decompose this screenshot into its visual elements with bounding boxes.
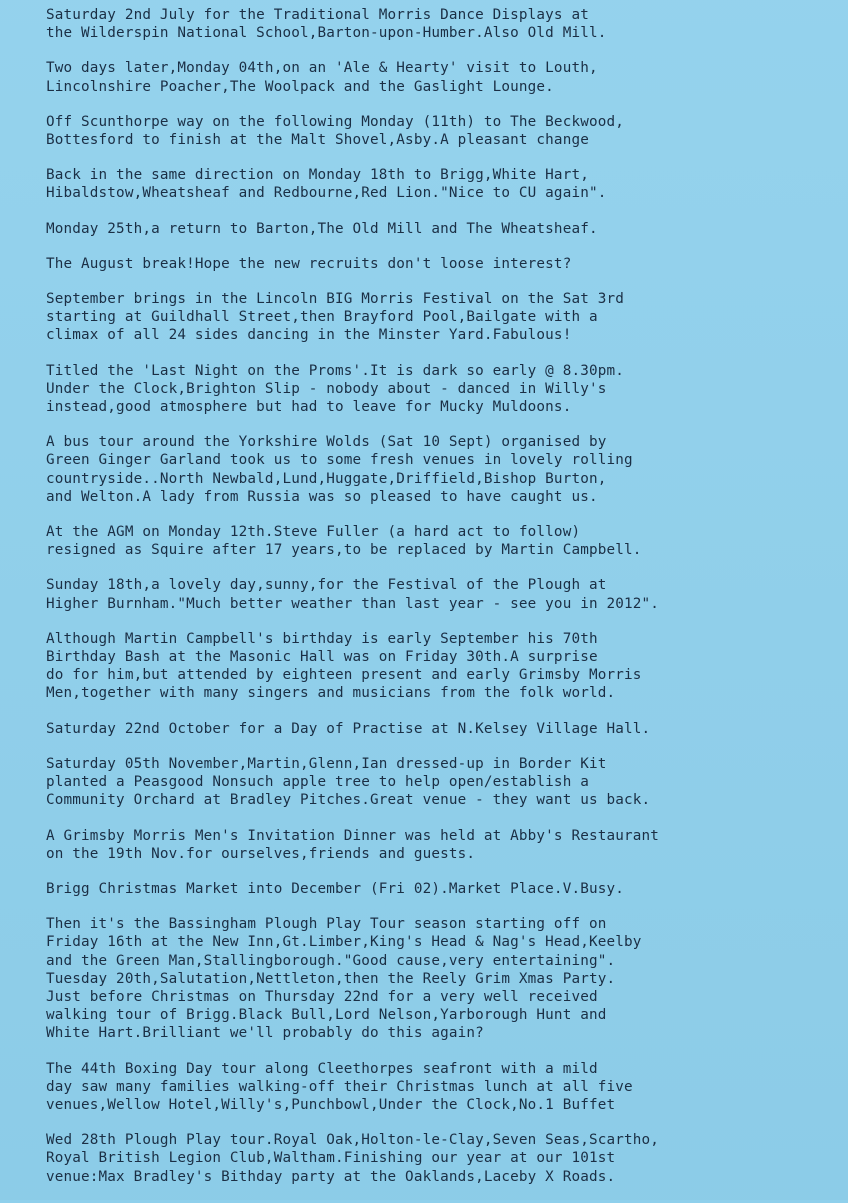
text-line: Bottesford to finish at the Malt Shovel,Asby.A pleasant change bbox=[46, 132, 589, 149]
text-line: Wed 28th Plough Play tour.Royal Oak,Holton-le-Clay,Seven Seas,Scartho, bbox=[46, 1132, 660, 1149]
paragraph-ale-and-hearty-visit bbox=[46, 59, 836, 95]
text-line: Monday 25th,a return to Barton,The Old Mill and The Wheatsheaf. bbox=[46, 220, 598, 237]
paragraph-community-orchard bbox=[46, 755, 836, 810]
text-line: instead,good atmosphere but had to leave for Mucky Muldoons. bbox=[46, 399, 572, 416]
text-line: Then it's the Bassingham Plough Play Tour season starting off on bbox=[46, 916, 607, 933]
text-line: planted a Peasgood Nonsuch apple tree to help open/establish a bbox=[46, 774, 589, 791]
text-line: Although Martin Campbell's birthday is early September his 70th bbox=[46, 630, 598, 647]
text-line: Friday 16th at the New Inn,Gt.Limber,King's Head & Nag's Head,Keelby bbox=[46, 934, 642, 951]
paragraph-lincoln-festival bbox=[46, 290, 836, 345]
text-line: White Hart.Brilliant we'll probably do this again? bbox=[46, 1025, 484, 1042]
text-line: The August break!Hope the new recruits don't loose interest? bbox=[46, 255, 572, 272]
text-line: venues,Wellow Hotel,Willy's,Punchbowl,Under the Clock,No.1 Buffet bbox=[46, 1096, 616, 1113]
paragraph-day-of-practise bbox=[46, 720, 836, 738]
text-line: venue:Max Bradley's Bithday party at the Oaklands,Laceby X Roads. bbox=[46, 1168, 616, 1185]
text-line: Lincolnshire Poacher,The Woolpack and the Gaslight Lounge. bbox=[46, 78, 554, 95]
text-line: September brings in the Lincoln BIG Morris Festival on the Sat 3rd bbox=[46, 291, 624, 308]
text-line: day saw many families walking-off their Christmas lunch at all five bbox=[46, 1078, 633, 1095]
paragraph-scunthorpe-visit bbox=[46, 113, 836, 149]
paragraph-last-night-proms bbox=[46, 362, 836, 417]
paragraph-brigg-visit bbox=[46, 166, 836, 202]
text-line: Hibaldstow,Wheatsheaf and Redbourne,Red Lion."Nice to CU again". bbox=[46, 185, 607, 202]
paragraph-invitation-dinner bbox=[46, 827, 836, 863]
text-line: Sunday 18th,a lovely day,sunny,for the Festival of the Plough at bbox=[46, 577, 607, 594]
text-line: Tuesday 20th,Salutation,Nettleton,then the Reely Grim Xmas Party. bbox=[46, 970, 616, 987]
text-line: Higher Burnham."Much better weather than last year - see you in 2012". bbox=[46, 595, 660, 612]
paragraph-plough-play-tour bbox=[46, 915, 836, 1042]
text-line: Brigg Christmas Market into December (Fri 02).Market Place.V.Busy. bbox=[46, 880, 624, 897]
text-line: starting at Guildhall Street,then Brayford Pool,Bailgate with a bbox=[46, 309, 598, 326]
text-line: Men,together with many singers and musicians from the folk world. bbox=[46, 685, 616, 702]
text-line: Saturday 05th November,Martin,Glenn,Ian dressed-up in Border Kit bbox=[46, 755, 607, 772]
paragraph-birthday-bash bbox=[46, 630, 836, 703]
text-line: A bus tour around the Yorkshire Wolds (Sat 10 Sept) organised by bbox=[46, 434, 607, 451]
paragraph-final-plough-play bbox=[46, 1131, 836, 1186]
document-body bbox=[46, 6, 836, 1203]
text-line: Just before Christmas on Thursday 22nd for a very well received bbox=[46, 988, 598, 1005]
text-line: The 44th Boxing Day tour along Cleethorpes seafront with a mild bbox=[46, 1060, 598, 1077]
text-line: Off Scunthorpe way on the following Monday (11th) to The Beckwood, bbox=[46, 113, 624, 130]
text-line: Community Orchard at Bradley Pitches.Great venue - they want us back. bbox=[46, 792, 651, 809]
text-line: Saturday 22nd October for a Day of Practise at N.Kelsey Village Hall. bbox=[46, 720, 651, 737]
text-line: A Grimsby Morris Men's Invitation Dinner was held at Abby's Restaurant bbox=[46, 827, 660, 844]
text-line: the Wilderspin National School,Barton-upon-Humber.Also Old Mill. bbox=[46, 25, 607, 42]
paragraph-traditional-morris-displays bbox=[46, 6, 836, 42]
text-line: and the Green Man,Stallingborough."Good cause,very entertaining". bbox=[46, 952, 616, 969]
text-line: Under the Clock,Brighton Slip - nobody about - danced in Willy's bbox=[46, 380, 607, 397]
text-line: At the AGM on Monday 12th.Steve Fuller (a hard act to follow) bbox=[46, 524, 581, 541]
text-line: Green Ginger Garland took us to some fresh venues in lovely rolling bbox=[46, 452, 633, 469]
text-line: Back in the same direction on Monday 18th to Brigg,White Hart, bbox=[46, 167, 589, 184]
text-line: Titled the 'Last Night on the Proms'.It is dark so early @ 8.30pm. bbox=[46, 362, 624, 379]
text-line: climax of all 24 sides dancing in the Minster Yard.Fabulous! bbox=[46, 327, 572, 344]
text-line: do for him,but attended by eighteen present and early Grimsby Morris bbox=[46, 667, 642, 684]
paragraph-august-break bbox=[46, 255, 836, 273]
paragraph-agm bbox=[46, 523, 836, 559]
text-line: Two days later,Monday 04th,on an 'Ale & Hearty' visit to Louth, bbox=[46, 60, 598, 77]
paragraph-barton-return bbox=[46, 220, 836, 238]
text-line: and Welton.A lady from Russia was so pleased to have caught us. bbox=[46, 488, 598, 505]
text-line: walking tour of Brigg.Black Bull,Lord Nelson,Yarborough Hunt and bbox=[46, 1007, 607, 1024]
paragraph-christmas-market bbox=[46, 880, 836, 898]
text-line: on the 19th Nov.for ourselves,friends and guests. bbox=[46, 845, 476, 862]
paragraph-yorkshire-wolds-tour bbox=[46, 433, 836, 506]
text-line: countryside..North Newbald,Lund,Huggate,Driffield,Bishop Burton, bbox=[46, 470, 607, 487]
text-line: Royal British Legion Club,Waltham.Finishing our year at our 101st bbox=[46, 1150, 616, 1167]
paragraph-festival-of-plough bbox=[46, 576, 836, 612]
paragraph-boxing-day-tour bbox=[46, 1060, 836, 1115]
text-line: Birthday Bash at the Masonic Hall was on Friday 30th.A surprise bbox=[46, 649, 598, 666]
text-line: resigned as Squire after 17 years,to be replaced by Martin Campbell. bbox=[46, 542, 642, 559]
text-line: Saturday 2nd July for the Traditional Morris Dance Displays at bbox=[46, 7, 589, 23]
